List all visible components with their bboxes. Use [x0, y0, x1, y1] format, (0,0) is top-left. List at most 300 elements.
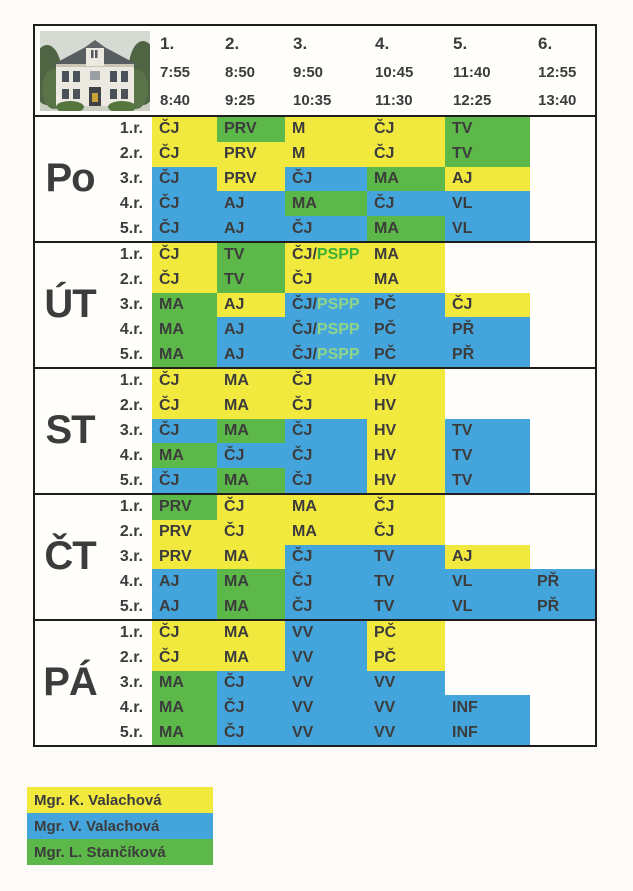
lesson-cell	[445, 369, 530, 394]
lesson-cell	[530, 671, 595, 696]
subject-label: VV	[374, 673, 396, 691]
lesson-cell	[530, 342, 595, 367]
lesson-cell	[285, 191, 367, 216]
subject-label: MA	[374, 246, 399, 264]
period-start: 7:55	[160, 63, 191, 81]
subject-label: ČJ	[159, 194, 180, 212]
subject-label: ČJ	[159, 624, 180, 642]
day-block-po	[35, 115, 595, 241]
subject-label: ČJ	[159, 649, 180, 667]
subject-label: MA	[224, 572, 249, 590]
legend-item-teacher: Mgr. V. Valachová	[27, 813, 213, 839]
subject-label: MA	[224, 421, 249, 439]
grade-label: 5.r.	[119, 723, 143, 741]
lesson-cell	[445, 545, 530, 570]
subject-label: VL	[452, 572, 473, 590]
lesson-cell	[530, 646, 595, 671]
day-blocks	[35, 115, 595, 745]
subject-label: MA	[159, 320, 184, 338]
lesson-cell	[530, 243, 595, 268]
subject-label: ČJ	[159, 372, 180, 390]
subject-label: ČJ	[224, 523, 245, 541]
period-number: 6.	[538, 34, 553, 53]
lesson-cell	[445, 468, 530, 493]
lesson-cell	[217, 621, 285, 646]
subject-label: VL	[452, 194, 473, 212]
subject-label: PŘ	[537, 597, 560, 615]
grade-label: 2.r.	[119, 649, 143, 667]
lesson-cell	[530, 394, 595, 419]
lesson-cell	[367, 342, 445, 367]
lesson-cell	[445, 216, 530, 241]
lesson-cell	[445, 443, 530, 468]
grade-label: 3.r.	[119, 547, 143, 565]
day-label: ČT	[44, 534, 96, 579]
period-column-6	[530, 26, 595, 115]
subject-label: AJ	[224, 295, 245, 313]
lesson-cell	[285, 720, 367, 745]
lesson-cell	[217, 594, 285, 619]
lesson-cell	[445, 117, 530, 142]
lesson-cell	[530, 468, 595, 493]
subject-label: ČJ	[159, 471, 180, 489]
subject-label: ČJ	[292, 397, 313, 415]
lesson-cell	[285, 317, 367, 342]
lesson-cell	[152, 545, 217, 570]
grade-label: 1.r.	[119, 624, 143, 642]
pspp-label: PSPP	[316, 345, 360, 363]
period-end: 11:30	[375, 91, 413, 109]
period-column-3	[285, 26, 367, 115]
lesson-cell	[285, 117, 367, 142]
subject-label: MA	[374, 169, 399, 187]
subject-label: MA	[292, 194, 317, 212]
lesson-cell	[152, 594, 217, 619]
period-number: 4.	[375, 34, 390, 53]
lesson-cell	[530, 569, 595, 594]
subject-label: PŘ	[452, 345, 475, 363]
lesson-cell	[152, 394, 217, 419]
lesson-cell	[445, 394, 530, 419]
grade-label: 3.r.	[119, 169, 143, 187]
subject-label: MA	[224, 649, 249, 667]
grade-label: 3.r.	[119, 421, 143, 439]
subject-label: ČJ/	[292, 246, 317, 264]
lesson-cell	[367, 369, 445, 394]
lesson-cell	[445, 419, 530, 444]
grade-label: 4.r.	[119, 446, 143, 464]
subject-label: ČJ/	[292, 320, 317, 338]
subject-label: ČJ	[159, 169, 180, 187]
subject-label: ČJ	[292, 169, 313, 187]
lesson-cell	[152, 495, 217, 520]
subject-label: ČJ	[292, 219, 313, 237]
subject-label: TV	[452, 421, 473, 439]
subject-label: MA	[224, 397, 249, 415]
lesson-cell	[217, 142, 285, 167]
subject-label: PRV	[159, 523, 192, 541]
subject-label: PČ	[374, 345, 397, 363]
period-end: 13:40	[538, 91, 577, 109]
subject-label: TV	[374, 547, 395, 565]
pspp-label: PSPP	[316, 246, 360, 264]
subject-label: MA	[159, 295, 184, 313]
subject-label: ČJ	[292, 572, 313, 590]
subject-label: AJ	[224, 194, 245, 212]
subject-label: VV	[292, 649, 314, 667]
grade-label: 1.r.	[119, 246, 143, 264]
lesson-cell	[285, 495, 367, 520]
period-start: 11:40	[453, 63, 491, 81]
lesson-cell	[217, 394, 285, 419]
lesson-cell	[367, 720, 445, 745]
subject-label: ČJ	[224, 673, 245, 691]
subject-label: PČ	[374, 295, 397, 313]
subject-label: ČJ	[374, 523, 395, 541]
lesson-cell	[445, 594, 530, 619]
subject-label: ČJ	[292, 372, 313, 390]
lesson-cell	[367, 495, 445, 520]
lesson-cell	[367, 419, 445, 444]
lesson-cell	[530, 293, 595, 318]
subject-label: MA	[159, 723, 184, 741]
lesson-cell	[285, 216, 367, 241]
lesson-cell	[530, 443, 595, 468]
lesson-cell	[530, 720, 595, 745]
lesson-cell	[445, 495, 530, 520]
lesson-cell	[530, 216, 595, 241]
subject-label: MA	[224, 624, 249, 642]
grade-label: 2.r.	[119, 523, 143, 541]
lesson-cell	[285, 671, 367, 696]
subject-label: AJ	[224, 345, 245, 363]
subject-label: VV	[292, 698, 314, 716]
subject-label: HV	[374, 471, 397, 489]
subject-label: TV	[224, 271, 245, 289]
lesson-cell	[152, 142, 217, 167]
lesson-cell	[217, 216, 285, 241]
subject-label: TV	[224, 246, 245, 264]
subject-label: PČ	[374, 320, 397, 338]
subject-label: HV	[374, 397, 397, 415]
grade-label: 5.r.	[119, 219, 143, 237]
lesson-cell	[217, 317, 285, 342]
subject-label: ČJ/	[292, 295, 317, 313]
subject-label: ČJ	[292, 446, 313, 464]
lesson-cell	[367, 520, 445, 545]
lesson-cell	[367, 646, 445, 671]
subject-label: MA	[159, 345, 184, 363]
lesson-cell	[285, 468, 367, 493]
lesson-cell	[152, 621, 217, 646]
lesson-cell	[152, 520, 217, 545]
day-block-út	[35, 241, 595, 367]
lesson-cell	[217, 243, 285, 268]
day-block-čt	[35, 493, 595, 619]
lesson-cell	[445, 695, 530, 720]
grade-label: 5.r.	[119, 471, 143, 489]
grade-label: 2.r.	[119, 397, 143, 415]
subject-label: TV	[374, 572, 395, 590]
grade-label: 4.r.	[119, 320, 143, 338]
subject-label: ČJ	[224, 723, 245, 741]
lesson-cell	[530, 191, 595, 216]
lesson-cell	[445, 720, 530, 745]
lesson-cell	[217, 646, 285, 671]
lesson-cell	[445, 317, 530, 342]
lesson-cell	[285, 419, 367, 444]
subject-label: ČJ	[159, 397, 180, 415]
lesson-cell	[217, 545, 285, 570]
lesson-cell	[217, 117, 285, 142]
lesson-cell	[367, 317, 445, 342]
subject-label: MA	[159, 673, 184, 691]
lesson-cell	[367, 167, 445, 192]
subject-label: ČJ	[224, 698, 245, 716]
grade-label: 3.r.	[119, 295, 143, 313]
lesson-cell	[367, 293, 445, 318]
lesson-cell	[445, 520, 530, 545]
subject-label: MA	[292, 523, 317, 541]
grade-label: 4.r.	[119, 194, 143, 212]
subject-label: ČJ	[452, 295, 473, 313]
grade-label: 4.r.	[119, 698, 143, 716]
day-block-st	[35, 367, 595, 493]
lesson-cell	[152, 569, 217, 594]
subject-label: AJ	[452, 547, 473, 565]
lesson-cell	[217, 443, 285, 468]
lesson-cell	[285, 342, 367, 367]
lesson-cell	[285, 695, 367, 720]
grade-label: 5.r.	[119, 345, 143, 363]
subject-label: ČJ	[374, 194, 395, 212]
grade-label: 4.r.	[119, 572, 143, 590]
subject-label: ČJ	[292, 597, 313, 615]
lesson-cell	[367, 468, 445, 493]
day-label: ÚT	[44, 282, 96, 327]
legend-item-teacher: Mgr. K. Valachová	[27, 787, 213, 813]
subject-label: VV	[292, 673, 314, 691]
period-number: 1.	[160, 34, 175, 53]
lesson-cell	[285, 369, 367, 394]
lesson-cell	[285, 520, 367, 545]
subject-label: AJ	[224, 219, 245, 237]
day-label: ST	[45, 408, 95, 453]
period-column-5	[445, 26, 530, 115]
subject-label: PČ	[374, 649, 397, 667]
lesson-cell	[217, 569, 285, 594]
lesson-cell	[217, 293, 285, 318]
subject-label: ČJ/	[292, 345, 317, 363]
subject-label: PRV	[224, 120, 257, 138]
subject-label: TV	[452, 471, 473, 489]
lesson-cell	[152, 243, 217, 268]
lesson-cell	[530, 117, 595, 142]
subject-label: ČJ	[374, 498, 395, 516]
lesson-cell	[445, 646, 530, 671]
day-label: PÁ	[43, 660, 97, 705]
lesson-cell	[530, 142, 595, 167]
subject-label: ČJ	[292, 547, 313, 565]
subject-label: ČJ	[292, 421, 313, 439]
subject-label: PRV	[159, 547, 192, 565]
grade-label: 2.r.	[119, 271, 143, 289]
lesson-cell	[152, 342, 217, 367]
subject-label: MA	[224, 372, 249, 390]
lesson-cell	[217, 342, 285, 367]
lesson-cell	[530, 594, 595, 619]
subject-label: INF	[452, 698, 478, 716]
lesson-cell	[445, 621, 530, 646]
lesson-cell	[367, 117, 445, 142]
lesson-cell	[285, 569, 367, 594]
lesson-cell	[367, 243, 445, 268]
grade-label: 1.r.	[119, 498, 143, 516]
period-end: 12:25	[453, 91, 492, 109]
period-end: 8:40	[160, 91, 191, 109]
lesson-cell	[285, 621, 367, 646]
lesson-cell	[530, 317, 595, 342]
school-photo-cell	[35, 26, 152, 115]
lesson-cell	[152, 117, 217, 142]
lesson-cell	[217, 419, 285, 444]
period-end: 10:35	[293, 91, 332, 109]
subject-label: VL	[452, 219, 473, 237]
subject-label: VV	[292, 624, 314, 642]
lesson-cell	[217, 191, 285, 216]
teacher-legend	[27, 787, 213, 865]
lesson-cell	[367, 268, 445, 293]
lesson-cell	[217, 671, 285, 696]
subject-label: ČJ	[159, 145, 180, 163]
lesson-cell	[285, 443, 367, 468]
lesson-cell	[217, 468, 285, 493]
lesson-cell	[152, 419, 217, 444]
subject-label: ČJ	[292, 271, 313, 289]
subject-label: MA	[374, 219, 399, 237]
lesson-cell	[367, 569, 445, 594]
period-end: 9:25	[225, 91, 256, 109]
lesson-cell	[367, 443, 445, 468]
lesson-cell	[217, 167, 285, 192]
lesson-cell	[285, 243, 367, 268]
subject-label: MA	[159, 698, 184, 716]
period-column-1	[152, 26, 217, 115]
subject-label: TV	[452, 145, 473, 163]
subject-label: TV	[374, 597, 395, 615]
lesson-cell	[445, 142, 530, 167]
subject-label: PČ	[374, 624, 397, 642]
lesson-cell	[530, 419, 595, 444]
subject-label: HV	[374, 372, 397, 390]
lesson-cell	[285, 268, 367, 293]
subject-label: ČJ	[374, 120, 395, 138]
lesson-cell	[530, 268, 595, 293]
lesson-cell	[530, 495, 595, 520]
subject-label: PRV	[224, 145, 257, 163]
lesson-cell	[152, 369, 217, 394]
lesson-cell	[445, 191, 530, 216]
lesson-cell	[285, 545, 367, 570]
period-start: 10:45	[375, 63, 414, 81]
period-number: 5.	[453, 34, 468, 53]
subject-label: MA	[224, 471, 249, 489]
subject-label: MA	[159, 446, 184, 464]
period-column-4	[367, 26, 445, 115]
subject-label: ČJ	[292, 471, 313, 489]
subject-label: TV	[452, 120, 473, 138]
subject-label: TV	[452, 446, 473, 464]
lesson-cell	[285, 394, 367, 419]
lesson-cell	[285, 167, 367, 192]
lesson-cell	[445, 569, 530, 594]
lesson-cell	[152, 293, 217, 318]
subject-label: MA	[224, 597, 249, 615]
lesson-cell	[530, 621, 595, 646]
lesson-cell	[367, 621, 445, 646]
subject-label: ČJ	[159, 246, 180, 264]
lesson-cell	[217, 495, 285, 520]
lesson-cell	[152, 191, 217, 216]
pspp-label: PSPP	[316, 295, 360, 313]
subject-label: ČJ	[374, 145, 395, 163]
lesson-cell	[367, 695, 445, 720]
lesson-cell	[285, 646, 367, 671]
lesson-cell	[530, 167, 595, 192]
subject-label: VV	[292, 723, 314, 741]
subject-label: ČJ	[159, 271, 180, 289]
lesson-cell	[152, 317, 217, 342]
subject-label: AJ	[452, 169, 473, 187]
lesson-cell	[445, 268, 530, 293]
lesson-cell	[152, 695, 217, 720]
subject-label: PŘ	[452, 320, 475, 338]
lesson-cell	[445, 671, 530, 696]
timetable	[33, 24, 597, 747]
lesson-cell	[152, 720, 217, 745]
lesson-cell	[530, 695, 595, 720]
legend-item-teacher: Mgr. L. Stančíková	[27, 839, 213, 865]
period-column-2	[217, 26, 285, 115]
lesson-cell	[152, 443, 217, 468]
lesson-cell	[217, 695, 285, 720]
lesson-cell	[367, 545, 445, 570]
subject-label: INF	[452, 723, 478, 741]
day-block-pá	[35, 619, 595, 745]
lesson-cell	[445, 243, 530, 268]
subject-label: PRV	[224, 169, 257, 187]
period-start: 9:50	[293, 63, 324, 81]
lesson-cell	[152, 268, 217, 293]
lesson-cell	[217, 268, 285, 293]
lesson-cell	[445, 293, 530, 318]
subject-label: ČJ	[224, 446, 245, 464]
lesson-cell	[152, 216, 217, 241]
subject-label: HV	[374, 446, 397, 464]
pspp-label: PSPP	[316, 320, 360, 338]
subject-label: ČJ	[224, 498, 245, 516]
subject-label: AJ	[159, 597, 180, 615]
lesson-cell	[152, 646, 217, 671]
subject-label: AJ	[159, 572, 180, 590]
grade-label: 1.r.	[119, 372, 143, 390]
timetable-header	[35, 26, 595, 115]
period-start: 12:55	[538, 63, 577, 81]
subject-label: PRV	[159, 498, 192, 516]
lesson-cell	[445, 167, 530, 192]
grade-label: 5.r.	[119, 597, 143, 615]
lesson-cell	[367, 216, 445, 241]
